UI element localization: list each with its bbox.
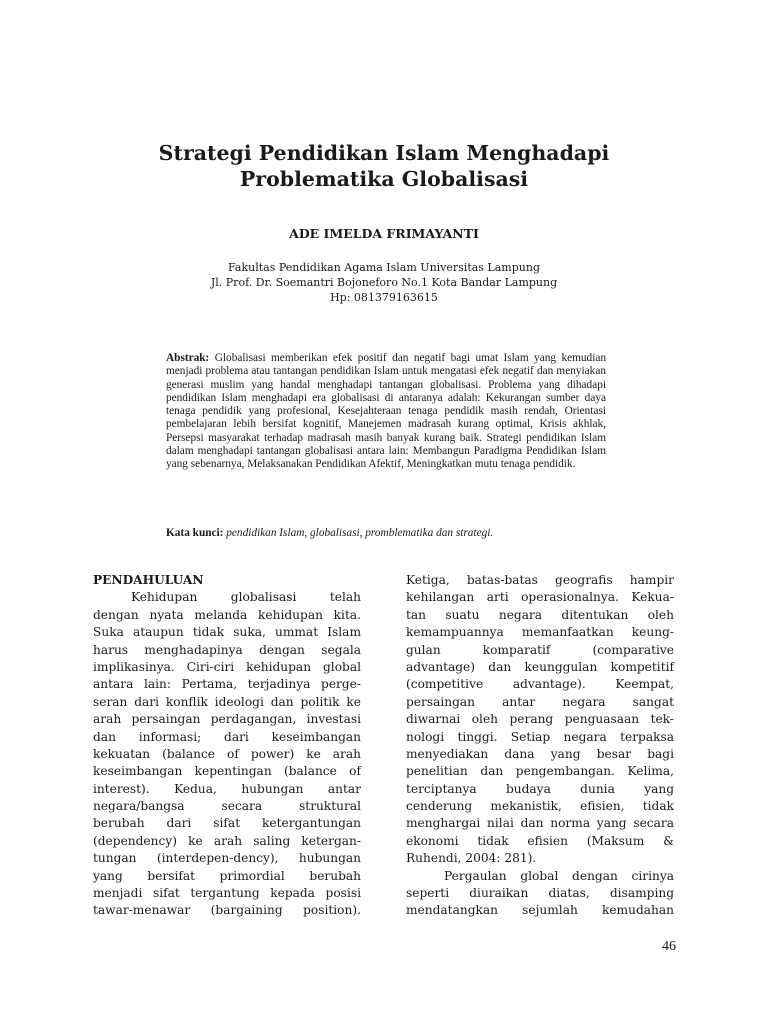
- body-line: Ruhendi, 2004: 281).: [406, 851, 537, 866]
- body-line: kehilangan arti operasionalnya. Kekua-: [406, 590, 674, 605]
- body-line: yang bersifat primordial berubah: [93, 868, 361, 883]
- body-line: Ketiga, batas-batas geografis hampir: [406, 573, 674, 587]
- body-line: arah persaingan perdagangan, investasi: [93, 712, 361, 727]
- right-column: [406, 572, 674, 920]
- body-line: negara/bangsa secara struktural: [93, 799, 361, 814]
- body-line: cenderung mekanistik, efisien, tidak: [406, 799, 674, 814]
- body-line: seran dari konflik ideologi dan politik ke: [93, 694, 361, 709]
- affiliation-phone: Hp: 081379163615: [330, 291, 438, 304]
- section-heading: PENDAHULUAN: [93, 573, 204, 587]
- body-line: Kehidupan globalisasi telah: [131, 590, 361, 605]
- body-line: antara lain: Pertama, terjadinya perge-: [93, 677, 361, 692]
- keywords-text: pendidikan Islam, globalisasi, promblematika dan strategi.: [226, 527, 494, 539]
- body-line: dan informasi; dari keseimbangan: [93, 729, 361, 744]
- body-line: menghargai nilai dan norma yang secara: [406, 816, 674, 831]
- keywords-label: Kata kunci:: [166, 527, 224, 539]
- body-line: kekuatan (balance of power) ke arah: [93, 746, 361, 761]
- body-line: ekonomi tidak efisien (Maksum &: [406, 833, 674, 848]
- page-number: 46: [662, 939, 676, 954]
- affiliation-faculty: Fakultas Pendidikan Agama Islam Universitas Lampung: [228, 261, 540, 274]
- keywords: [166, 526, 606, 540]
- abstract: [166, 352, 606, 472]
- author-name: ADE IMELDA FRIMAYANTI: [289, 226, 479, 241]
- abstract-text: Globalisasi memberikan efek positif dan negatif bagi umat Islam yang kemudian menjadi problema atau tantangan pendidikan Islam untuk mengatasi efek negatif dan menyiakan generasi muslim yang handal menghadapi tantangan globalisasi. Problema yang dihadapi pendidikan Islam menghadapi era globalisasi di antaranya adalah: Kekurangan sumber daya tenaga pendidik yang profesional, Kesejahteraan tenaga pendidik masih rendah, Orientasi pembelajaran lebih bersifat kognitif, Manejemen madrasah kurang optimal, Krisis akhlak, Persepsi masyarakat terhadap madrasah masih banyak kurang baik. Strategi pendidikan Islam dalam menghadapi tantangan globalisasi antara lain: Membangun Paradigma Pendidikan Islam yang sebenarnya, Melaksanakan Pendidikan Afektif, Meningkatkan mutu tenaga pendidik.: [166, 352, 606, 471]
- body-line: dengan nyata melanda kehidupan kita.: [93, 607, 361, 622]
- affiliation-address: Jl. Prof. Dr. Soemantri Bojoneforo No.1 Kota Bandar Lampung: [210, 276, 558, 289]
- body-line: implikasinya. Ciri-ciri kehidupan global: [93, 659, 361, 674]
- body-line: kemampuannya memanfaatkan keung-: [406, 625, 674, 640]
- body-line: penelitian dan pengembangan. Kelima,: [406, 764, 674, 779]
- body-line: tawar-menawar (bargaining position).: [93, 903, 361, 918]
- body-line: Suka ataupun tidak suka, ummat Islam: [93, 625, 361, 640]
- body-line: interest). Kedua, hubungan antar: [93, 781, 361, 796]
- body-line: nologi tinggi. Setiap negara terpaksa: [406, 729, 674, 744]
- body-line: (competitive advantage). Keempat,: [406, 677, 674, 692]
- body-line: keseimbangan kepentingan (balance of: [93, 764, 361, 779]
- author-affiliation: [90, 260, 678, 305]
- article-title: [90, 140, 678, 192]
- body-line: terciptanya budaya dunia yang: [406, 781, 674, 796]
- body-line: harus menghadapinya dengan segala: [93, 642, 361, 657]
- left-column: [93, 572, 361, 920]
- body-line: (dependency) ke arah saling ketergan-: [93, 833, 361, 848]
- abstract-label: Abstrak:: [166, 352, 210, 364]
- body-line: menjadi sifat tergantung kepada posisi: [93, 886, 361, 901]
- body-line: menyediakan dana yang besar bagi: [406, 746, 674, 761]
- body-line: mendatangkan sejumlah kemudahan: [406, 903, 674, 918]
- body-line: diwarnai oleh perang penguasaan tek-: [406, 712, 674, 727]
- body-line: berubah dari sifat ketergantungan: [93, 816, 361, 831]
- body-line: Pergaulan global dengan cirinya: [444, 868, 674, 883]
- body-line: tan suatu negara ditentukan oleh: [406, 607, 674, 622]
- body-line: advantage) dan keunggulan kompetitif: [406, 659, 674, 674]
- body-line: persaingan antar negara sangat: [406, 694, 674, 709]
- title-line-1: Strategi Pendidikan Islam Menghadapi: [158, 141, 610, 165]
- body-line: seperti diuraikan diatas, disamping: [406, 886, 674, 901]
- body-line: gulan komparatif (comparative: [406, 642, 674, 657]
- title-line-2: Problematika Globalisasi: [239, 167, 529, 191]
- body-line: tungan (interdepen-dency), hubungan: [93, 851, 361, 866]
